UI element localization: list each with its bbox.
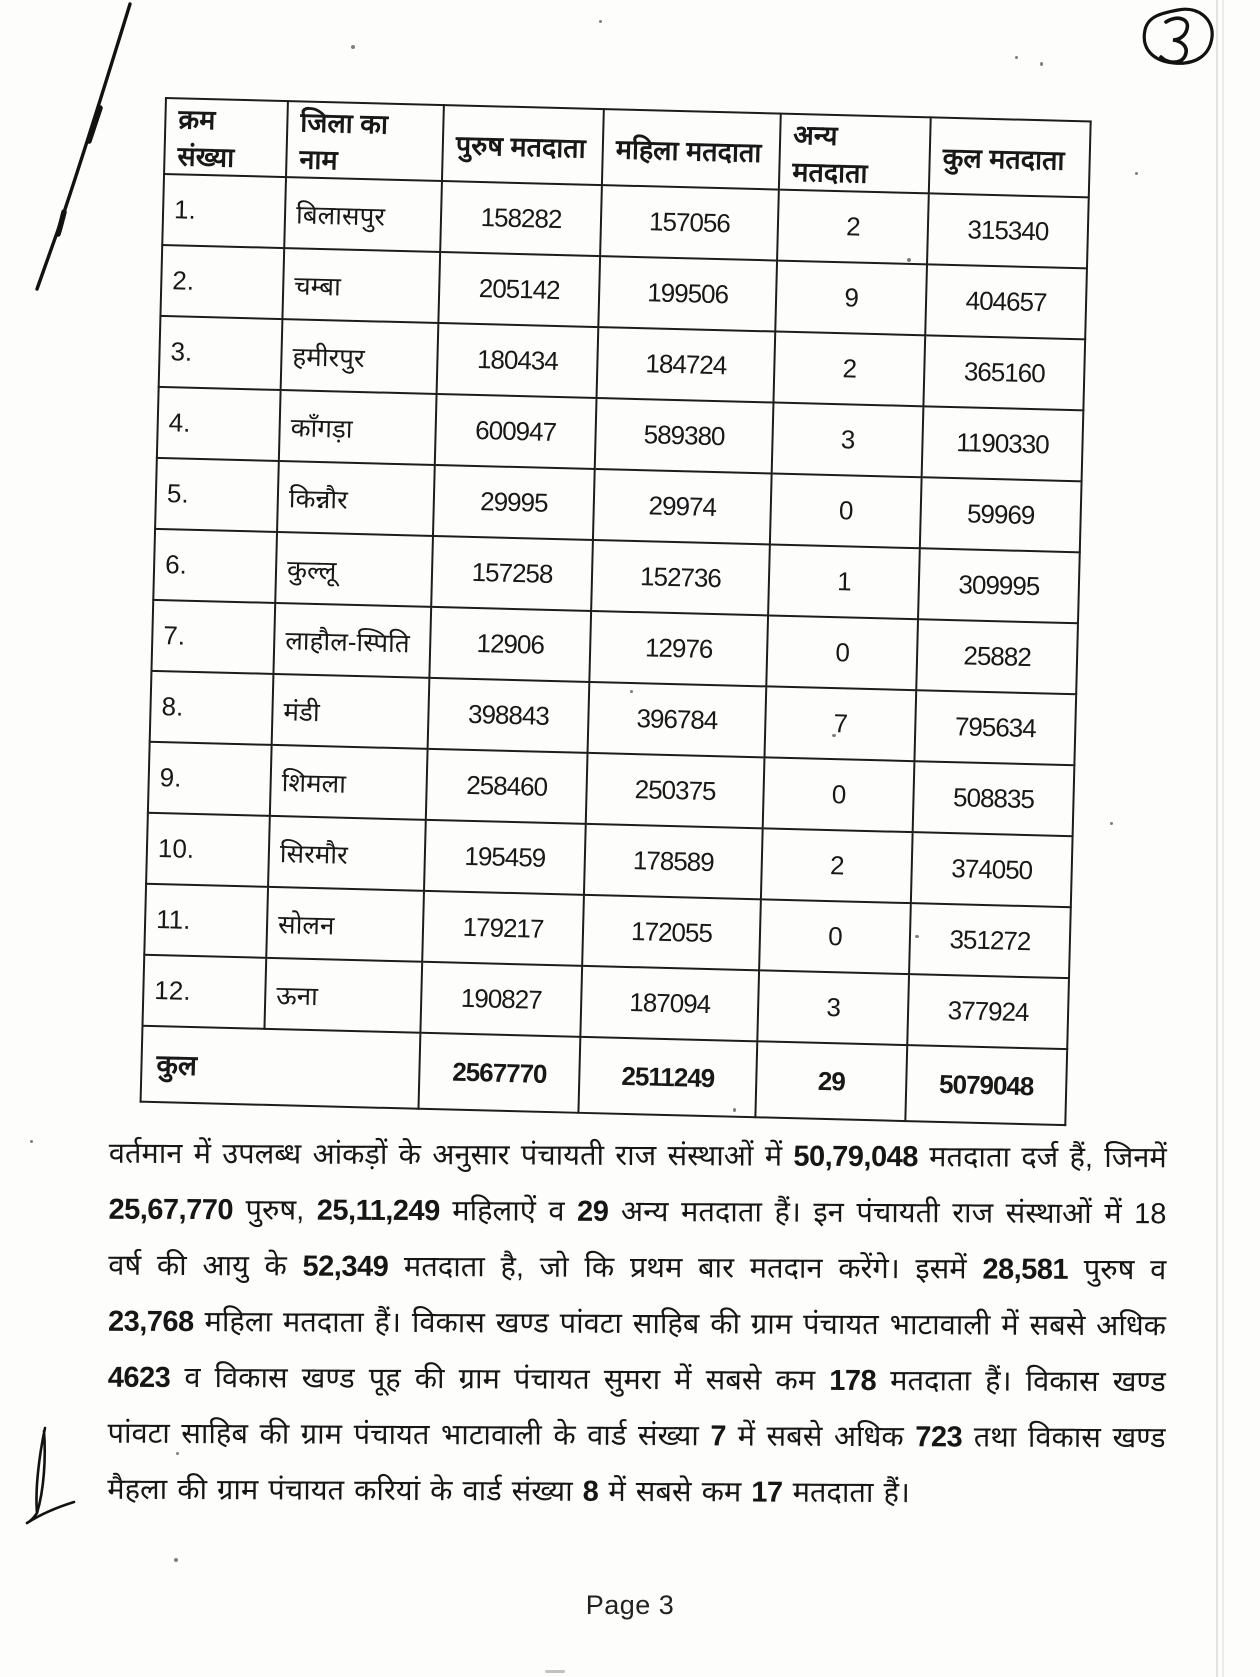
other-voters-cell: 0 (759, 899, 911, 974)
serial-cell: 11. (144, 884, 268, 958)
paragraph-number: 723 (915, 1421, 963, 1454)
paragraph-text: व विकास खण्ड पूह की ग्राम पंचायत सुमरा में सबसे कम (170, 1361, 830, 1397)
male-voters-cell: 195459 (424, 820, 586, 895)
total-voters-cell: 309995 (918, 548, 1080, 623)
scan-speckle (1015, 56, 1018, 59)
total-voters-cell: 508835 (913, 761, 1075, 836)
summary-paragraph (107, 1126, 1167, 1523)
header-total-voters: कुल मतदाता (929, 117, 1091, 197)
district-cell: मंडी (272, 674, 430, 749)
paragraph-text: में सबसे कम (598, 1475, 752, 1509)
paragraph-text: मतदाता हैं। विकास खण्ड पांवटा साहिब की ग्राम पंचायत भाटावाली के वार्ड संख्या (107, 1365, 1166, 1453)
paragraph-text: मतदाता हैं। (782, 1476, 910, 1510)
total-sum-cell: 5079048 (905, 1045, 1067, 1125)
paragraph-text: मतदाता दर्ज हैं, जिनमें (917, 1141, 1167, 1175)
district-cell: कुल्लू (275, 532, 433, 607)
scan-speckle (599, 20, 602, 23)
male-voters-cell: 180434 (437, 323, 599, 398)
page-footer (0, 1590, 1260, 1621)
serial-cell: 2. (160, 245, 284, 319)
other-voters-cell: 2 (761, 828, 913, 903)
district-cell: हमीरपुर (281, 319, 439, 394)
scan-speckle (545, 1670, 565, 1673)
scan-speckle (174, 1558, 178, 1562)
female-voters-cell: 157056 (600, 185, 779, 260)
scan-speckle (30, 1140, 33, 1143)
paragraph-number: 52,349 (302, 1250, 389, 1283)
paragraph-text: पुरुष, (232, 1194, 317, 1227)
other-voters-cell: 3 (772, 402, 924, 477)
female-voters-cell: 178589 (584, 824, 763, 899)
other-voters-cell: 2 (773, 332, 925, 407)
serial-cell: 12. (142, 955, 266, 1029)
paragraph-number: 29 (577, 1195, 609, 1228)
male-voters-cell: 158282 (440, 181, 602, 256)
female-voters-cell: 29974 (593, 469, 772, 544)
other-voters-cell: 0 (766, 615, 918, 690)
female-voters-cell: 396784 (588, 682, 767, 757)
male-voters-cell: 398843 (428, 678, 590, 753)
district-cell: ऊना (264, 958, 422, 1033)
male-voters-cell: 157258 (431, 536, 593, 611)
paragraph-number: 178 (829, 1364, 877, 1398)
serial-cell: 1. (162, 174, 286, 248)
scan-speckle (1040, 62, 1043, 66)
district-cell: लाहौल-स्पिति (273, 603, 431, 678)
header-serial: क्रम संख्या (164, 98, 288, 177)
total-voters-cell: 315340 (927, 193, 1089, 268)
paragraph-text: वर्तमान में उपलब्ध आंकड़ों के अनुसार पंचायती राज संस्थाओं में (108, 1137, 794, 1173)
district-voters-table (140, 97, 1092, 1126)
paragraph-text: महिलाऐं व (439, 1195, 578, 1228)
total-voters-cell: 59969 (920, 477, 1082, 552)
paragraph-number: 8 (582, 1475, 599, 1508)
female-voters-cell: 152736 (591, 540, 770, 615)
serial-cell: 5. (155, 458, 279, 532)
district-cell: काँगड़ा (279, 390, 437, 465)
paragraph-text: तथा विकास खण्ड मैहला की ग्राम पंचायत करियां के वार्ड संख्या (107, 1421, 1166, 1508)
paragraph-text: महिला मतदाता हैं। विकास खण्ड पांवटा साहिब की ग्राम पंचायत भाटावाली में सबसे अधिक (193, 1306, 1167, 1343)
paragraph-text: पुरुष व (1068, 1253, 1167, 1287)
other-voters-cell: 7 (764, 686, 916, 761)
scan-speckle (351, 45, 355, 49)
total-female-cell: 2511249 (578, 1037, 757, 1117)
other-voters-cell: 9 (775, 261, 927, 336)
voter-table-container (140, 97, 1092, 1126)
paragraph-number: 4623 (107, 1361, 171, 1394)
female-voters-cell: 184724 (597, 327, 776, 402)
district-cell: सोलन (266, 887, 424, 962)
total-other-cell: 29 (755, 1041, 907, 1121)
male-voters-cell: 190827 (420, 962, 582, 1037)
other-voters-cell: 0 (763, 757, 915, 832)
female-voters-cell: 199506 (598, 256, 777, 331)
female-voters-cell: 589380 (595, 398, 774, 473)
total-voters-cell: 795634 (914, 690, 1076, 765)
header-district: जिला का नाम (286, 101, 444, 181)
total-voters-cell: 404657 (925, 264, 1087, 339)
serial-cell: 4. (157, 387, 281, 461)
circled-page-number (1144, 9, 1212, 63)
total-male-cell: 2567770 (418, 1033, 580, 1113)
paragraph-number: 50,79,048 (793, 1140, 918, 1174)
total-voters-cell: 374050 (911, 832, 1073, 907)
pen-stroke-diagonal-blot (58, 108, 100, 234)
header-other-voters: अन्य मतदाता (779, 114, 931, 194)
male-voters-cell: 258460 (426, 749, 588, 824)
female-voters-cell: 172055 (582, 895, 761, 970)
male-voters-cell: 179217 (422, 891, 584, 966)
male-voters-cell: 12906 (429, 607, 591, 682)
total-voters-cell: 25882 (916, 619, 1078, 694)
paragraph-text: मतदाता है, जो कि प्रथम बार मतदान करेंगे। इसमें (388, 1250, 983, 1286)
paragraph-number: 17 (751, 1476, 783, 1509)
other-voters-cell: 2 (777, 190, 929, 265)
header-male-voters: पुरुष मतदाता (442, 105, 604, 185)
serial-cell: 10. (146, 813, 270, 887)
other-voters-cell: 1 (768, 544, 920, 619)
paragraph-number: 23,768 (107, 1305, 194, 1339)
paragraph-number: 25,11,249 (316, 1194, 440, 1228)
paragraph-number: 28,581 (982, 1253, 1069, 1286)
male-voters-cell: 205142 (438, 252, 600, 327)
female-voters-cell: 187094 (580, 966, 759, 1041)
total-voters-cell: 365160 (923, 335, 1085, 410)
paragraph-number: 7 (710, 1420, 727, 1453)
serial-cell: 9. (148, 742, 272, 816)
total-voters-cell: 377924 (907, 974, 1069, 1049)
total-voters-cell: 1190330 (922, 406, 1084, 481)
female-voters-cell: 12976 (589, 611, 768, 686)
serial-cell: 3. (159, 316, 283, 390)
pen-mark-check (27, 1428, 74, 1523)
serial-cell: 7. (151, 600, 275, 674)
other-voters-cell: 3 (757, 970, 909, 1045)
header-female-voters: महिला मतदाता (602, 109, 781, 189)
total-voters-cell: 351272 (909, 903, 1071, 978)
scan-speckle (1135, 172, 1138, 175)
page-number-label: Page 3 (585, 1590, 675, 1620)
district-cell: किन्नौर (277, 461, 435, 536)
paragraph-text: अन्य मतदाता हैं। इन पंचायती राज संस्थाओं में 18 वर्ष की आयु के (108, 1195, 1167, 1283)
other-voters-cell: 0 (770, 473, 922, 548)
district-cell: शिमला (270, 745, 428, 820)
district-cell: सिरमौर (268, 816, 426, 891)
district-cell: बिलासपुर (284, 177, 442, 252)
serial-cell: 8. (150, 671, 274, 745)
paragraph-text: में सबसे अधिक (726, 1420, 916, 1454)
district-cell: चम्बा (282, 248, 440, 323)
scan-edge-artifact (1216, 0, 1218, 1677)
total-label-cell: कुल (141, 1026, 421, 1109)
scan-speckle (1110, 822, 1113, 825)
male-voters-cell: 600947 (435, 394, 597, 469)
scan-edge-artifact (1222, 0, 1224, 1677)
serial-cell: 6. (153, 529, 277, 603)
female-voters-cell: 250375 (586, 753, 765, 828)
male-voters-cell: 29995 (433, 465, 595, 540)
pen-stroke-diagonal (37, 4, 130, 289)
voter-table-body (142, 174, 1088, 1049)
paragraph-number: 25,67,770 (108, 1193, 234, 1227)
